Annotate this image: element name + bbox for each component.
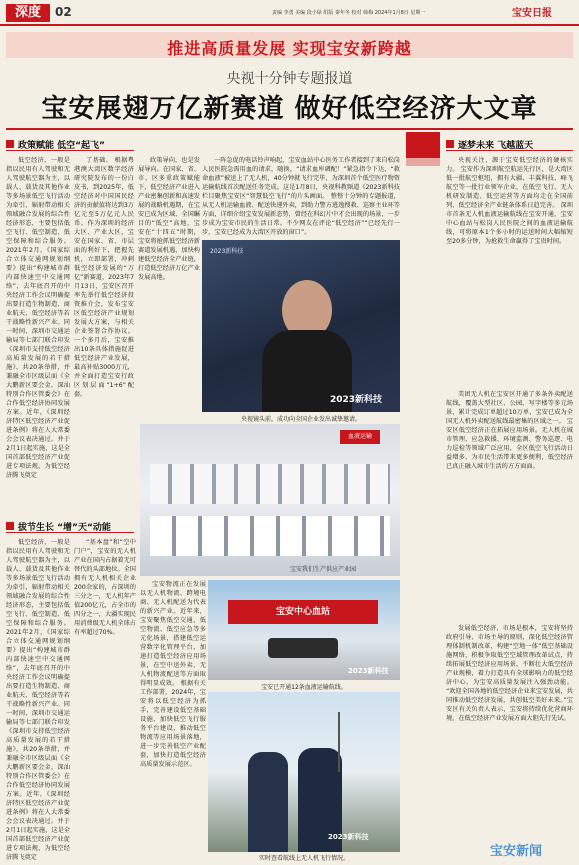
page-number: 02 <box>55 5 72 19</box>
body-text: 了基础。 根据粤港澳大湾区数字经济研究院发布的一份白皮书，到2025年，低空经济对中国国民经济的贡献值将达到3万亿元至5万亿元人民币。作为深圳的经济大区、产业大区，宝安在国家、省、市层面的利好下，把握先机，立即部署，冲刺低空经济发展的“万亿”新赛道，2023年7月13日，宝安区召开率先举行低空经济投资推介会，发布宝安区低空经济产业规划发展大方案，与相关企业签署合作协议。一个多月后，宝安推出10条具体措施促进低空经济产业发展，最高补贴3000万元，并全面打造宝安行政区划层面“1+6”配套。 <box>74 157 134 398</box>
theme-banner <box>6 32 573 58</box>
photo-caption: 宝安我们生产供应产业园 <box>290 566 357 573</box>
section-marker <box>6 522 14 530</box>
section-title: 拔节生长 “增”天“动能 <box>18 523 111 533</box>
section-marker <box>446 140 454 148</box>
body-text: 低空经济，一般是指以民用有人驾驶和无人驾驶航空器为主，以载人、载货及其他作业等多场景低空飞行活动为牵引，辐射带动相关领域融合发展的综合性经济形态，主要包括低空飞行、低空制造、低空保障和综合服务。 2021年2月，《国家综合立体交通网规划纲要》提出“构建城市群内部快速空中交通网络”，去年底召开的中央经济工作会议明确提出要打造生物制造、商业航天、低空经济等若干战略性新兴产业。同一时间，深圳市交通运输局等七部门联合印发《深圳市支持低空经济高质量发展的若干措施》，共20条举措，并兼融全市区级层面《全大鹏新区要会金，深汕特别合作区管委会》在合作低空经济协同发展方案。近年，《深圳经济特区低空经济产业促进条例》将在人大常委会会议表决通过。并于2月1日起实施，这是全国首部低空经济产业促进专项法规，为低空经济腾飞奠定 <box>6 539 70 860</box>
section-title: 逐梦未来 飞越蓝天 <box>458 141 534 151</box>
body-text: 低空经济，一般是指以民用有人驾驶和无人驾驶航空器为主，以载人、载货及其他作业等多场景低空飞行活动为牵引，辐射带动相关领域融合发展的综合性经济形态，主要包括低空飞行、低空制造、低空保障和综合服务。 2021年2月，《国家综合立体交通网规划纲要》提出“构建城市群内部快速空中交通网络”，去年底召开的中央经济工作会议明确提出要打造生物制造、商业航天、低空经济等若干战略性新兴产业。同一时间，深圳市交通运输局等七部门联合印发《深圳市支持低空经济高质量发展的若干措施》，共20条举措，并兼融全市区级层面《全大鹏新区要会金，深汕特别合作区管委会》在合作低空经济协同发展方案。近年，《深圳经济特区低空经济产业促进条例》将在人大常委会会议表决通过。并于2月1日起实施，这是全国首部低空经济产业促进专项法规，为低空经济腾飞奠定 <box>6 157 70 479</box>
body-text: 宝安物流正在发展以无人机物流、跨境电商、无人机配送为代表的新兴产业。近年来，宝安聚焦低空交通、低空物流、低空应急等多元化场景，搭建低空运营数字化管理平台，加速打造低空经济应用场景，在空中送外卖、无人机物流配送等方面取得明显成效。 根据有关工作部署，2024年，宝安将以低空经济为抓手，完善建设低空基础设施、加快低空飞行服务平台建设，推动低空物流等应用场景落地，进一步完善低空产业配套，加快打造低空经济高质量发展示范区。 <box>140 581 206 768</box>
antenna <box>338 712 340 772</box>
photo-drone-factory <box>140 424 400 576</box>
body-text: 一阵急促的电话铃声响起，宝安血站中心医务工作者接到了来自松岗人民医院急需用血的请求，随换，“请求血库调配！”紧急指令下达，“救命血液”被送上了无人机，40分钟就飞行完毕，为深圳首个低空医疗物资运输航线首次配送任务完成。这是1月8日，央视科教频道《2023新科技栏目聚焦宝安区“智慧低空飞行”的片头画面。 整整十分钟的专题报道，从无人机运输血液、配送快递外卖，到助力警方逃逸搜救、巡察主业环等方面，详细介绍宝安发展新态势，曾经在科幻片中才会出现的场景，一步步成为宝安市民的生活日常。不少网友在评论“低空经济”“已经先行一步，宝安已经成为大湾区开放的窗口”。 <box>202 157 400 236</box>
section-header-policy <box>6 138 134 151</box>
article-headline: 宝安展翅万亿新赛道 做好低空经济大文章 <box>41 94 538 124</box>
section-header-growth <box>6 520 134 533</box>
drone-rows <box>150 464 390 504</box>
banner-text: 推进高质量发展 实现宝安新跨越 <box>167 39 412 58</box>
photo-overlay-title: 2023新科技 <box>330 395 383 405</box>
section-tag: 深度 <box>6 4 50 22</box>
body-text: “基本盘”和“空中门户”，宝安的无人机产业在国内占据着无可替代的头部地位。全国拥有无人机相关企业200余家的，占深圳的三分之一，无人机年产值200亿元，占全市的四分之一，大疆实现民用消费级无人机全球占有率超过70%。 <box>74 539 136 636</box>
section-title: 政策赋能 低空“起飞” <box>18 141 105 151</box>
sign: 血液运输 <box>340 430 380 444</box>
body-text: 美团无人机在宝安区开通了多条外卖配送航线，覆盖大型社区、公园、写字楼等多元场景，累计完成订单超过10万单，宝安已成为全国无人机外卖配送航线最密集的区域之一。 宝安区低空经济正在拓展应用场景。无人机在城市管理、应急救援、环境监测、警务巡逻、电力巡检等领域广泛应用，全区低空飞行活动日益增多，为市民生活带来更多便利，低空经济已真正融入城市生活的方方面面。 <box>446 391 573 470</box>
decorative-block <box>406 132 440 158</box>
article-kicker: 央视十分钟专题报道 <box>226 71 353 87</box>
section-header-future <box>446 138 573 151</box>
decorative-block <box>406 158 440 166</box>
editor-credits: 责编 李勇 美编 段小绿 组版 秦年冬 校对 韩梅 2024年1月8日 星期一 <box>272 10 426 16</box>
photo-caption: 央视镜头前，成功向全国企业发出诚挚邀请。 <box>240 416 361 423</box>
photo-overlay-title: 2023新科技 <box>348 667 389 675</box>
person <box>248 752 288 852</box>
body-text: 政策导向，也是发展导向。在国家、省、市、区多重政策赋能下，低空经济产业进入产业密集创新和高速发展的战略机遇期，在宝安已成为区域、全国瞩目的“低空”高地，宝安在“十四五”时期，宝安将抢抓低空经济新赛道发展机遇，加快构建低空经济全产业链，打造低空经济万亿产业发展高地。 <box>138 157 200 281</box>
tv-logo: 2023新科技 <box>210 248 244 255</box>
photo-caption: 宝安已开通12条血液运输航线。 <box>261 684 347 691</box>
photo-blood-center <box>208 580 400 680</box>
photo-operators <box>208 692 400 852</box>
photo-interview <box>202 240 400 412</box>
sign: 宝安中心血站 <box>228 600 378 624</box>
drone-rows <box>150 516 390 556</box>
newspaper-logo: 宝安日报 <box>512 8 552 19</box>
drone <box>268 638 338 658</box>
body-text: 发展低空经济，市场是根本，宝安将坚持政府引导、市场主导的原则，深化低空经济管理体制机制改革，构建“空地一体”低空基础设施网络，积极争取低空空域管理改革试点，持续拓展低空经济应用场景，不断壮大低空经济产业规模，着力打造具有全球影响力的低空经济中心，为宝安高质量发展注入强劲动能。 “欢迎全国各地的低空经济企业来宝安发展，共同推动低空经济发展，共创低空美好未来。”宝安区有关负责人表示，宝安将持续优化营商环境，在低空经济产业发展方面大胆先行先试。 <box>446 625 573 722</box>
watermark: 宝安新闻 <box>490 844 543 859</box>
body-text: 央视关注，源于宝安低空经济的硬核实力。 宝安作为深圳航空航运先行区，是大湾区低一批航空枢纽，拥有大疆、丰翼科技、峰飞航空等一批行业领军企业，在低空飞行、无人机研发制造、低空运营等方面均走在全国前列，低空经济全产业链条体系日趋完善。 深圳市首条无人机血液运输航线在宝安开通，宝安中心血站与松岗人民医院之间的血液运输航线，可将原本1个多小时的运送时间大幅缩短至20多分钟，为抢救生命赢得了宝贵时间。 <box>446 157 573 245</box>
headline-rule <box>6 128 573 130</box>
photo-caption: 实时查看航线上无人机飞行情况。 <box>258 855 349 862</box>
section-marker <box>6 140 14 148</box>
photo-overlay-title: 2023新科技 <box>328 833 369 841</box>
